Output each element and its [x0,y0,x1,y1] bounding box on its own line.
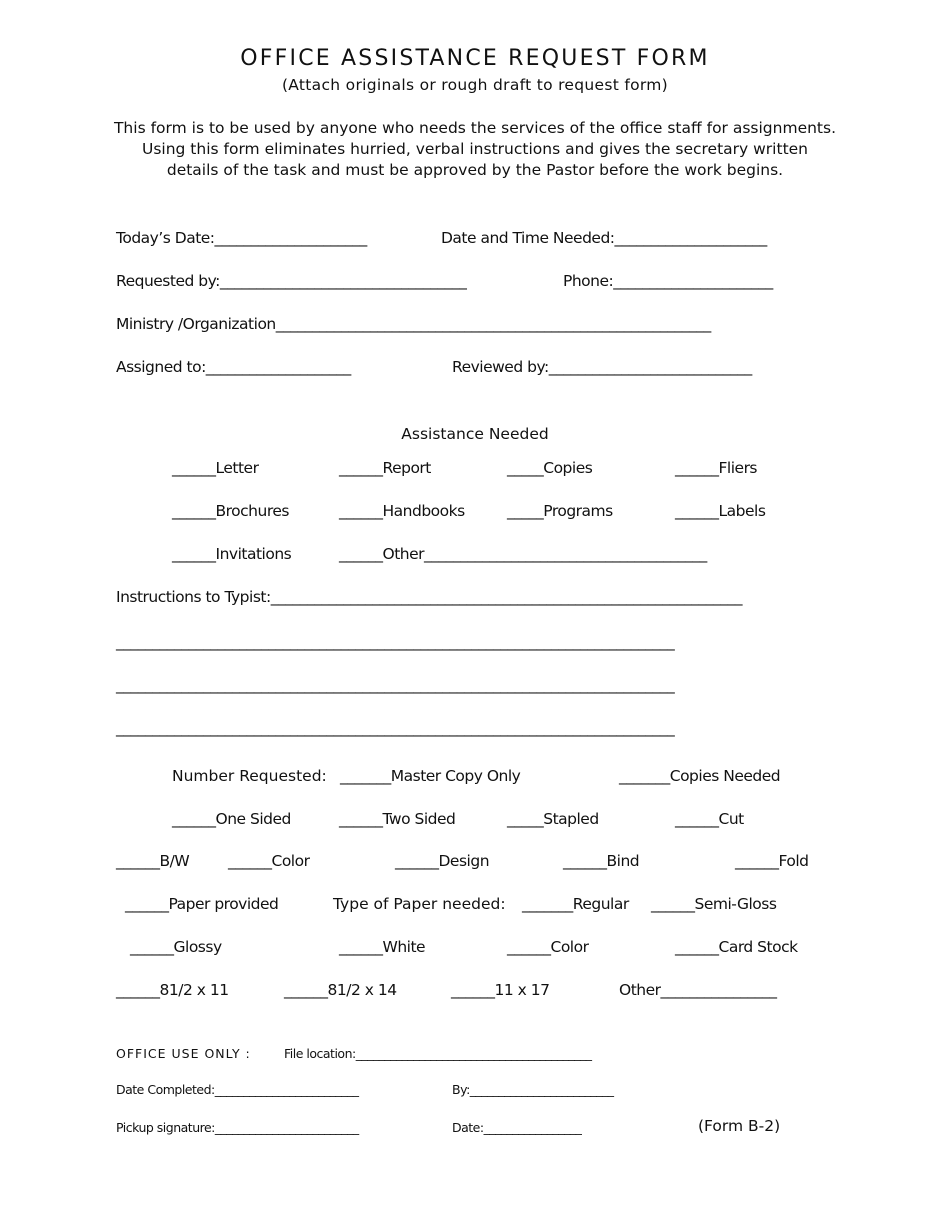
letter-option[interactable]: ______Letter [172,459,259,477]
ministry-organization-field[interactable]: Ministry /Organization____________________________________________________________ [116,315,711,333]
card-stock-option[interactable]: ______Card Stock [675,938,798,956]
pickup-date-field[interactable]: Date:_________________ [452,1120,582,1135]
bw-option[interactable]: ______B/W [116,852,190,870]
master-copy-option[interactable]: _______Master Copy Only [340,767,521,785]
fliers-option[interactable]: ______Fliers [675,459,758,477]
file-location-field[interactable]: File location:_________________________________________ [284,1046,592,1061]
completed-by-field[interactable]: By:_________________________ [452,1082,614,1097]
invitations-option[interactable]: ______Invitations [172,545,292,563]
size-letter-option[interactable]: ______81/2 x 11 [116,981,229,999]
instructions-line[interactable]: _____________________________________________________________________________ [116,676,675,694]
size-legal-option[interactable]: ______81/2 x 14 [284,981,397,999]
requested-by-field[interactable]: Requested by:__________________________________ [116,272,467,290]
one-sided-option[interactable]: ______One Sided [172,810,291,828]
labels-option[interactable]: ______Labels [675,502,766,520]
white-paper-option[interactable]: ______White [339,938,426,956]
date-time-needed-field[interactable]: Date and Time Needed:_____________________ [441,229,767,247]
two-sided-option[interactable]: ______Two Sided [339,810,456,828]
number-requested-label: Number Requested: [172,767,327,785]
programs-option[interactable]: _____Programs [507,502,613,520]
intro-line: This form is to be used by anyone who needs the services of the office staff for assignments. [113,119,837,137]
design-option[interactable]: ______Design [395,852,490,870]
office-use-label: OFFICE USE ONLY : [116,1046,251,1061]
semi-gloss-option[interactable]: ______Semi-Gloss [651,895,777,913]
handbooks-option[interactable]: ______Handbooks [339,502,465,520]
brochures-option[interactable]: ______Brochures [172,502,289,520]
intro-line: Using this form eliminates hurried, verbal instructions and gives the secretary written [141,140,808,158]
fold-option[interactable]: ______Fold [735,852,809,870]
size-tabloid-option[interactable]: ______11 x 17 [451,981,550,999]
stapled-option[interactable]: _____Stapled [507,810,599,828]
bind-option[interactable]: ______Bind [563,852,640,870]
pickup-signature-field[interactable]: Pickup signature:_________________________ [116,1120,359,1135]
copies-needed-option[interactable]: _______Copies Needed [619,767,781,785]
phone-field[interactable]: Phone:______________________ [563,272,773,290]
form-number: (Form B-2) [698,1117,781,1135]
form-title: OFFICE ASSISTANCE REQUEST FORM [240,46,710,71]
instructions-field[interactable]: Instructions to Typist:_________________________________________________________________ [116,588,742,606]
instructions-line[interactable]: _____________________________________________________________________________ [116,719,675,737]
intro-line: details of the task and must be approved by the Pastor before the work begins. [166,161,784,179]
instructions-line[interactable]: _____________________________________________________________________________ [116,633,675,651]
todays-date-field[interactable]: Today’s Date:_____________________ [116,229,367,247]
assigned-to-field[interactable]: Assigned to:____________________ [116,358,351,376]
report-option[interactable]: ______Report [339,459,431,477]
other-option[interactable]: ______Other_______________________________________ [339,545,707,563]
glossy-option[interactable]: ______Glossy [130,938,222,956]
intro-paragraph [0,118,950,181]
copies-option[interactable]: _____Copies [507,459,593,477]
paper-provided-option[interactable]: ______Paper provided [125,895,279,913]
regular-paper-option[interactable]: _______Regular [522,895,629,913]
assistance-heading: Assistance Needed [401,425,549,443]
other-size-field[interactable]: Other________________ [619,981,777,999]
color-paper-option[interactable]: ______Color [507,938,589,956]
cut-option[interactable]: ______Cut [675,810,744,828]
reviewed-by-field[interactable]: Reviewed by:____________________________ [452,358,752,376]
color-option[interactable]: ______Color [228,852,310,870]
date-completed-field[interactable]: Date Completed:_________________________ [116,1082,359,1097]
paper-type-label: Type of Paper needed: [333,895,506,913]
form-subtitle: (Attach originals or rough draft to request form) [281,76,669,94]
